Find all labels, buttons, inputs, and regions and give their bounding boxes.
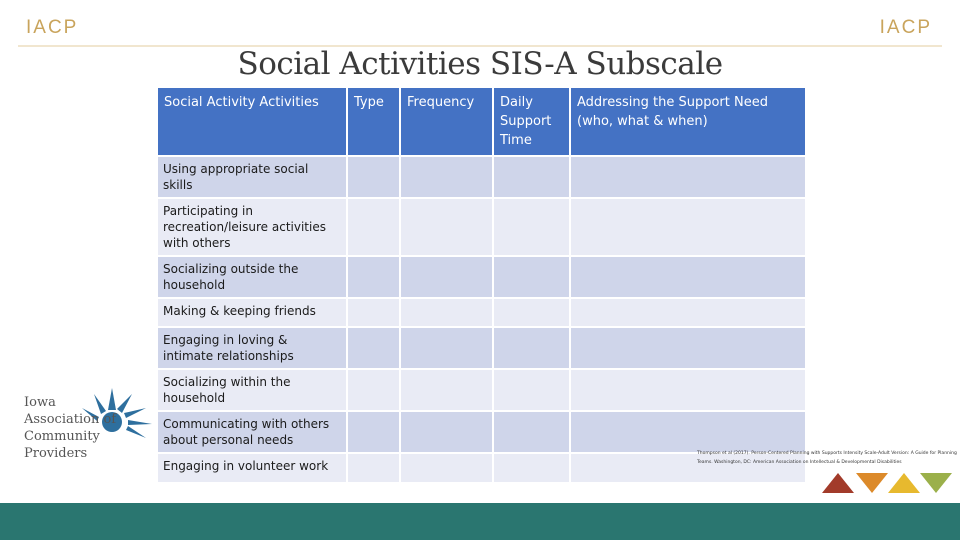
table-row <box>158 257 805 297</box>
slide-title: Social Activities SIS-A Subscale <box>237 46 723 82</box>
daily-support-time-cell <box>494 257 569 297</box>
table-row <box>158 370 805 410</box>
frequency-cell <box>401 454 492 482</box>
support-need-cell <box>571 199 805 255</box>
row-activity-label: Making & keeping friends <box>158 299 346 326</box>
frequency-cell <box>401 157 492 197</box>
daily-support-time-cell <box>494 199 569 255</box>
type-cell <box>348 370 399 410</box>
logo-line-3: Community <box>24 429 100 444</box>
type-cell <box>348 299 399 326</box>
daily-support-time-cell <box>494 299 569 326</box>
frequency-cell <box>401 299 492 326</box>
support-need-cell <box>571 299 805 326</box>
type-cell <box>348 157 399 197</box>
row-activity-label: Socializing within the household <box>158 370 346 410</box>
header-activity: Social Activity Activities <box>158 88 346 155</box>
brand-mark-right: IACP <box>879 17 932 38</box>
logo-line-1: Iowa <box>24 395 56 410</box>
subscale-table <box>156 86 807 484</box>
type-cell <box>348 328 399 368</box>
daily-support-time-cell <box>494 454 569 482</box>
support-need-cell <box>571 157 805 197</box>
row-activity-label: Engaging in volunteer work <box>158 454 346 482</box>
support-need-cell <box>571 257 805 297</box>
type-cell <box>348 412 399 452</box>
row-activity-label: Engaging in loving & intimate relationships <box>158 328 346 368</box>
daily-support-time-cell <box>494 370 569 410</box>
row-activity-label: Communicating with others about personal needs <box>158 412 346 452</box>
support-need-cell <box>571 412 805 452</box>
table-row <box>158 157 805 197</box>
support-need-cell <box>571 328 805 368</box>
support-need-cell <box>571 370 805 410</box>
footer-bar <box>0 503 960 540</box>
logo-line-4: Providers <box>24 446 88 461</box>
table-header-row <box>158 88 805 155</box>
daily-support-time-cell <box>494 157 569 197</box>
row-activity-label: Socializing outside the household <box>158 257 346 297</box>
table-row <box>158 199 805 255</box>
decorative-triangles-icon <box>822 471 952 495</box>
row-activity-label: Using appropriate social skills <box>158 157 346 197</box>
type-cell <box>348 454 399 482</box>
iacp-logo <box>24 380 154 465</box>
table-row <box>158 412 805 452</box>
frequency-cell <box>401 370 492 410</box>
logo-line-2: Association of <box>24 412 117 427</box>
table-row <box>158 299 805 326</box>
frequency-cell <box>401 412 492 452</box>
header-frequency: Frequency <box>401 88 492 155</box>
daily-support-time-cell <box>494 412 569 452</box>
citation-text: Thompson et al (2017). Person-Centered Planning with Supports Intensity Scale-Adult Version: A Guide for Planning Teams. Washington, DC: American Association on Intellectual & Developmental Disabilities <box>697 451 957 465</box>
frequency-cell <box>401 328 492 368</box>
brand-mark-left: IACP <box>26 17 79 38</box>
daily-support-time-cell <box>494 328 569 368</box>
type-cell <box>348 257 399 297</box>
row-activity-label: Participating in recreation/leisure activities with others <box>158 199 346 255</box>
table-row <box>158 328 805 368</box>
frequency-cell <box>401 199 492 255</box>
header-addressing-support-need: Addressing the Support Need (who, what & when) <box>571 88 805 155</box>
frequency-cell <box>401 257 492 297</box>
header-daily-support-time: Daily Support Time <box>494 88 569 155</box>
type-cell <box>348 199 399 255</box>
header-type: Type <box>348 88 399 155</box>
